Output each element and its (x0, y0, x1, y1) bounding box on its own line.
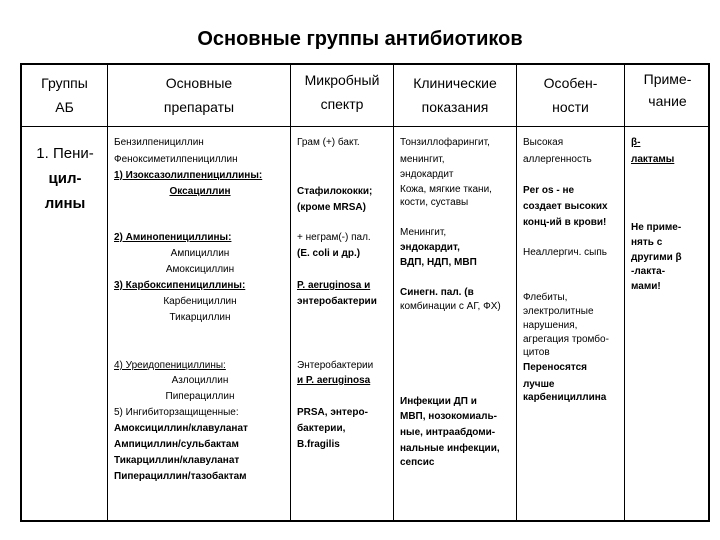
cell-line: бактерии, (297, 423, 346, 434)
cell-line: Амоксициллин/клавуланат (114, 423, 248, 434)
cell-line: карбенициллина (523, 392, 607, 403)
cell-line: ные, интраабдоми- (400, 427, 496, 438)
cell-line: Тикарциллин/клавуланат (114, 455, 240, 466)
cell-line: Азлоциллин (171, 375, 229, 386)
cell-line: + неграм(-) пал. (297, 232, 371, 243)
cell-line: Бензилпенициллин (114, 137, 204, 148)
group-name (22, 141, 108, 216)
cell-line: Флебиты, (523, 292, 568, 303)
cell-line: 1) Изоксазолилпенициллины: (114, 170, 263, 181)
cell-line: PRSA, энтеро- (297, 407, 368, 418)
cell-group (22, 127, 107, 520)
cell-line: Тикарциллин (169, 312, 231, 323)
cell-line: -лакта- (631, 266, 666, 277)
header-line: ности (552, 99, 589, 115)
cell-line: эндокардит (400, 169, 454, 180)
cell-line: Оксациллин (169, 186, 231, 197)
cell-line: эндокардит, (400, 242, 460, 253)
cell-line: Пиперациллин/тазобактам (114, 471, 247, 482)
cell-spectrum (291, 127, 393, 520)
header-groups (22, 71, 107, 119)
header-line: спектр (320, 96, 364, 112)
cell-line: Энтеробактерии (297, 360, 374, 371)
cell-line: сепсис (400, 457, 435, 468)
header-features (517, 71, 624, 119)
cell-line: кости, суставы (400, 197, 469, 208)
cell-line: другими β (631, 252, 682, 263)
header-spectrum (291, 68, 393, 116)
cell-line: Не приме- (631, 222, 682, 233)
cell-line: β- (631, 137, 641, 148)
cell-line: нарушения, (523, 320, 578, 331)
cell-line: 5) Ингибиторзащищенные: (114, 407, 239, 418)
cell-line: менингит, (400, 154, 445, 165)
cell-line: комбинации с АГ, ФХ) (400, 301, 501, 312)
cell-line: Per os - не (523, 185, 575, 196)
cell-line: Тонзиллофарингит, (400, 137, 490, 148)
cell-line: 3) Карбоксипенициллины: (114, 280, 246, 291)
cell-line: Переносятся (523, 362, 587, 373)
header-indications (394, 71, 516, 119)
cell-line: цитов (523, 347, 550, 358)
header-line: Приме- (643, 71, 692, 87)
cell-indications (394, 127, 516, 520)
header-line: показания (421, 99, 489, 115)
cell-line: энтеробактерии (297, 296, 377, 307)
cell-line: Высокая (523, 137, 564, 148)
cell-line: P. aeruginosa и (297, 280, 371, 291)
group-line: 1. Пени- (36, 145, 94, 162)
header-line: чание (648, 93, 687, 109)
cell-line: Пиперациллин (165, 391, 235, 402)
cell-line: Феноксиметилпенициллин (114, 154, 238, 165)
cell-line: лучше (523, 379, 555, 390)
header-line: Микробный (304, 72, 380, 88)
cell-line: 2) Аминопенициллины: (114, 232, 232, 243)
cell-line: Стафилококки; (297, 186, 373, 197)
cell-line: Инфекции ДП и (400, 396, 477, 407)
cell-line: Ампициллин/сульбактам (114, 439, 239, 450)
cell-line: Неаллергич. сыпь (523, 247, 607, 258)
antibiotics-table (20, 63, 710, 522)
group-line: цил- (48, 170, 82, 187)
cell-line: создает высоких (523, 201, 608, 212)
cell-line: Кожа, мягкие ткани, (400, 184, 492, 195)
header-line: Группы (41, 75, 88, 91)
cell-line: Карбенициллин (163, 296, 237, 307)
cell-line: Грам (+) бакт. (297, 137, 360, 148)
page-title: Основные группы антибиотиков (197, 28, 523, 50)
cell-line: (E. coli и др.) (297, 248, 361, 259)
cell-line: B.fragilis (297, 439, 340, 450)
header-line: Основные (165, 75, 233, 91)
header-drugs (108, 71, 290, 119)
header-notes (625, 68, 710, 112)
cell-line: мами! (631, 281, 661, 292)
cell-line: нять с (631, 237, 663, 248)
cell-line: ВДП, НДП, МВП (400, 257, 477, 268)
cell-line: электролитные (523, 306, 594, 317)
cell-notes (625, 127, 710, 520)
cell-features (517, 127, 624, 520)
header-line: АБ (55, 99, 74, 115)
group-line: лины (44, 195, 86, 212)
cell-line: МВП, нозокомиаль- (400, 411, 497, 422)
cell-line: (кроме MRSA) (297, 202, 366, 213)
cell-line: аллергенность (523, 154, 592, 165)
cell-line: агрегация тромбо- (523, 334, 609, 345)
cell-line: нальные инфекции, (400, 443, 500, 454)
header-line: Особен- (543, 75, 598, 91)
cell-line: Амоксициллин (165, 264, 235, 275)
cell-line: лактамы (631, 154, 675, 165)
cell-line: конц-ий в крови! (523, 217, 607, 228)
cell-line: Синегн. пал. (в (400, 287, 474, 298)
cell-line: и P. aeruginosa (297, 375, 371, 386)
cell-line: Менингит, (400, 227, 447, 238)
header-line: Клинические (413, 75, 497, 91)
cell-drugs (108, 127, 290, 520)
header-line: препараты (163, 99, 235, 115)
cell-line: 4) Уреидопенициллины: (114, 360, 226, 371)
cell-line: Ампициллин (170, 248, 230, 259)
